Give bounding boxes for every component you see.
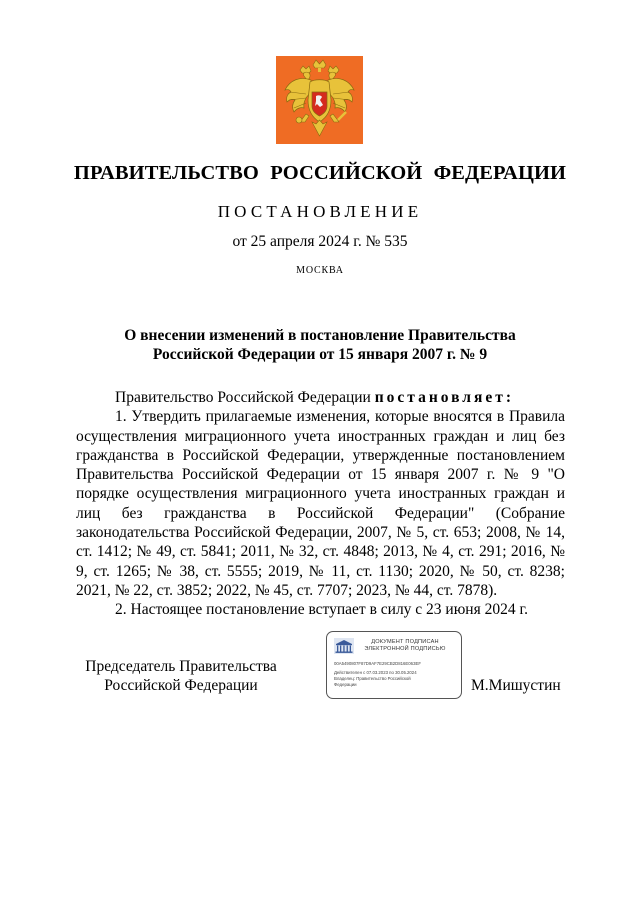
subject-line-2: Российской Федерации от 15 января 2007 г. № 9 (152, 346, 488, 363)
signer-title (76, 657, 286, 695)
stamp-heading (353, 639, 457, 653)
document-type: ПОСТАНОВЛЕНИЕ (217, 202, 423, 221)
stamp-heading-line-1: ДОКУМЕНТ ПОДПИСАН (371, 639, 439, 645)
preamble (76, 388, 565, 407)
signer-title-line-2: Российской Федерации (104, 677, 258, 694)
russian-coat-of-arms-icon (276, 56, 363, 144)
government-building-icon (334, 638, 354, 654)
paragraph-1: 1. Утвердить прилагаемые изменения, которые вносятся в Правила осуществления миграционного учета иностранных граждан и лиц без гражданства в Российской Федерации, утвержденные постановлением Правительства Российской Федерации от 15 января 2007 г. № 9 "О порядке осуществления миграционного учета иностранных граждан и лиц без гражданства в Российской Федерации" (Собрание законодательства Российской Федерации, 2007, № 5, ст. 653; 2008, № 14, ст. 1412; № 49, ст. 5841; 2011, № 32, ст. 4848; 2013, № 4, ст. 291; 2016, № 9, ст. 1265; № 38, ст. 5555; 2019, № 11, ст. 1130; 2020, № 50, ст. 8238; 2021, № 22, ст. 3852; 2022, № 45, ст. 7707; 2023, № 44, ст. 7878). (76, 408, 565, 599)
stamp-heading-line-2: ЭЛЕКТРОННОЙ ПОДПИСЬЮ (364, 646, 446, 652)
document-body (76, 388, 565, 620)
preamble-lead: Правительство Российской Федерации (115, 389, 375, 406)
stamp-owner-line-2: Федерации (334, 682, 357, 687)
subject-line-1: О внесении изменений в постановление Правительства (124, 327, 516, 344)
signer-name: М.Мишустин (471, 677, 561, 694)
signer-title-line-1: Председатель Правительства (85, 658, 277, 675)
stamp-validity: Действителен с 07.03.2023 по 30.05.2024 (334, 670, 417, 675)
stamp-owner-line-1: Владелец: Правительство Российской (334, 676, 411, 681)
document-city: МОСКВА (296, 265, 344, 276)
paragraph-2: 2. Настоящее постановление вступает в силу с 23 июня 2024 г. (115, 601, 528, 619)
document-subject (120, 326, 520, 364)
electronic-signature-stamp (326, 631, 462, 699)
stamp-serial: 00A5490807F87D9AF7E29CB2D816E063EF (334, 661, 421, 666)
preamble-decree: постановляет: (374, 389, 515, 406)
document-date-number: от 25 апреля 2024 г. № 535 (232, 233, 408, 250)
government-title: ПРАВИТЕЛЬСТВО РОССИЙСКОЙ ФЕДЕРАЦИИ (73, 162, 567, 184)
